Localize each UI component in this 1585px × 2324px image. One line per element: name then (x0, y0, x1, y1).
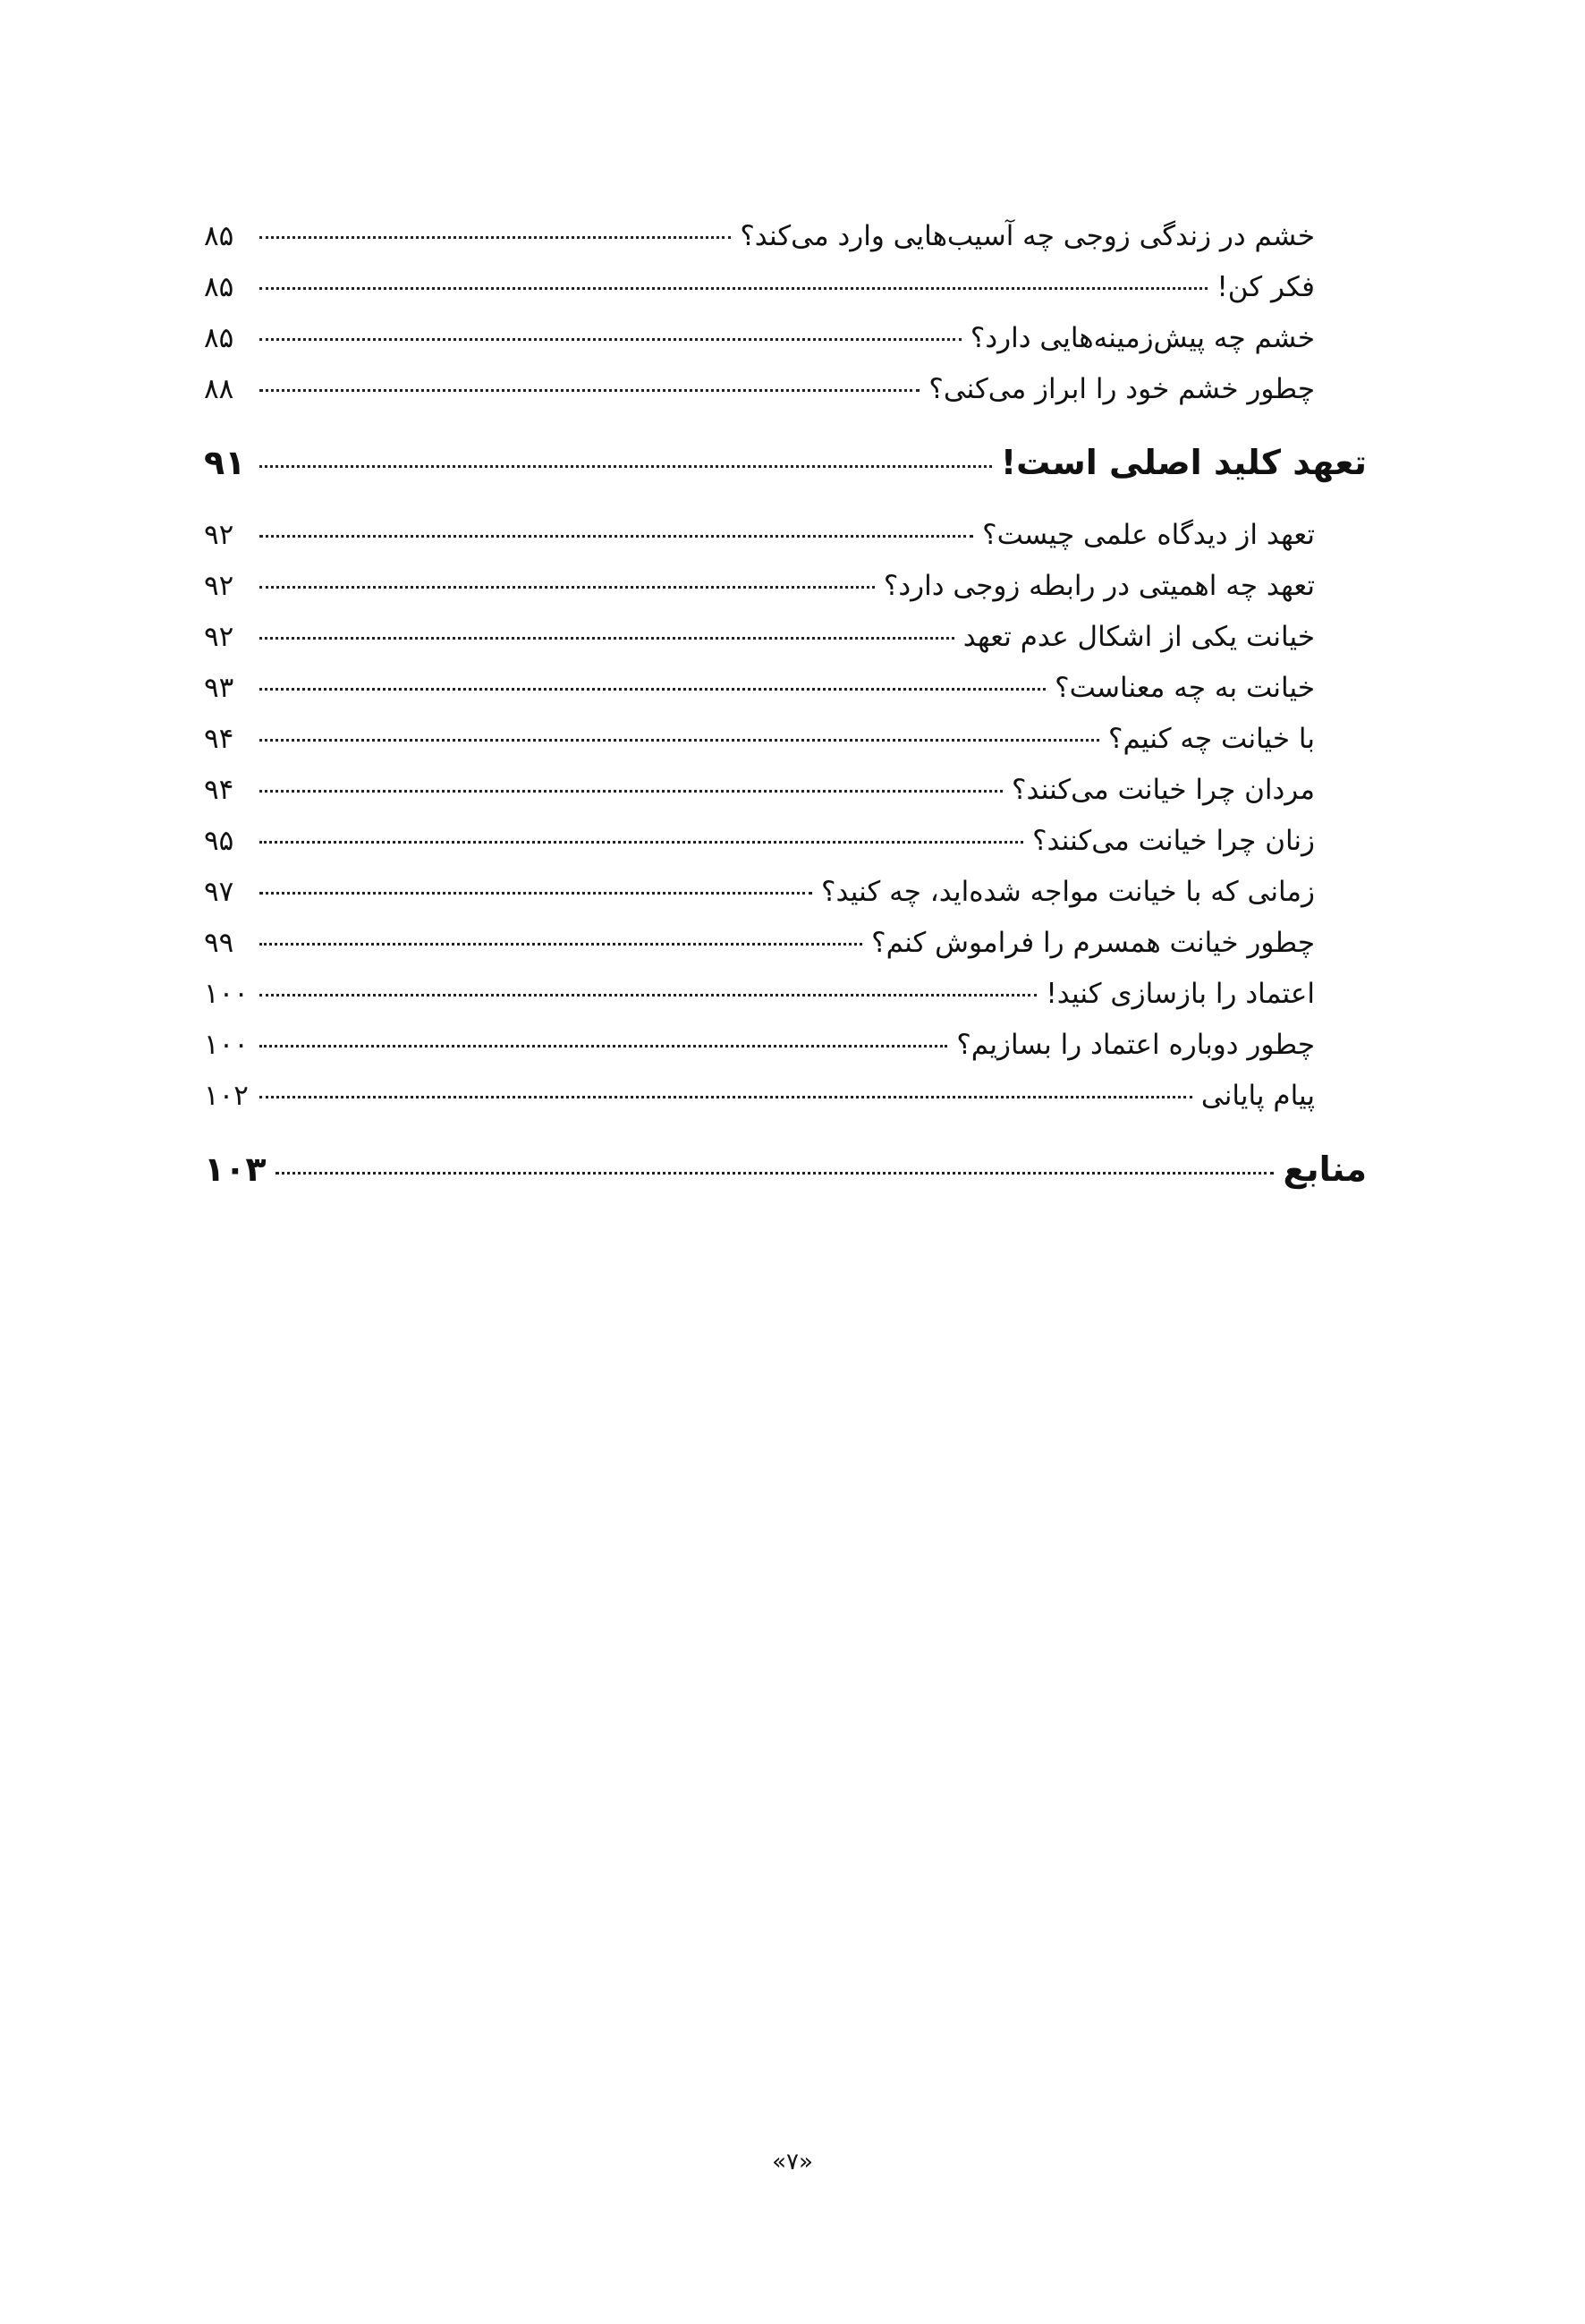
toc-entry-page: ۱۰۰ (204, 1029, 249, 1061)
dot-leader (259, 338, 962, 341)
toc-entry-title: خیانت به چه معناست؟ (1055, 672, 1315, 704)
toc-entry-title: زنان چرا خیانت می‌کنند؟ (1032, 825, 1315, 857)
toc-chapter-commitment[interactable] (204, 428, 1367, 497)
page-number: «۷» (772, 2149, 813, 2176)
dot-leader (259, 637, 954, 640)
toc-entry[interactable] (204, 969, 1367, 1020)
dot-leader (259, 994, 1037, 997)
dot-leader (259, 535, 973, 538)
toc-entry-page: ۸۸ (204, 373, 234, 405)
dot-leader (259, 841, 1023, 844)
toc-entry-title: چطور خشم خود را ابراز می‌کنی؟ (928, 373, 1315, 405)
toc-entry-page: ۹۳ (204, 672, 234, 704)
toc-entry-page: ۹۲ (204, 570, 234, 602)
toc-entry-title: پیام پایانی (1200, 1080, 1315, 1112)
toc-chapter-title: منابع (1283, 1149, 1367, 1189)
toc-entry[interactable] (204, 867, 1367, 918)
toc-entry-title: تعهد چه اهمیتی در رابطه زوجی دارد؟ (883, 570, 1315, 602)
toc-entry-title: با خیانت چه کنیم؟ (1107, 723, 1315, 755)
toc-entry[interactable] (204, 918, 1367, 969)
toc-entry[interactable] (204, 510, 1367, 561)
toc-entry[interactable] (204, 364, 1367, 415)
toc-chapter-page: ۹۱ (204, 443, 246, 482)
dot-leader (259, 465, 992, 468)
toc-entry-page: ۸۵ (204, 322, 234, 354)
dot-leader (275, 1172, 1275, 1175)
toc-entry[interactable] (204, 612, 1367, 663)
toc-entry-page: ۸۵ (204, 220, 234, 252)
toc-chapter-title: تعهد کلید اصلی است! (1000, 443, 1367, 482)
toc-chapter-sources[interactable] (204, 1134, 1367, 1204)
toc-entry-page: ۹۵ (204, 825, 234, 857)
dot-leader (259, 586, 875, 589)
toc-entry-title: تعهد از دیدگاه علمی چیست؟ (982, 519, 1315, 551)
toc-entry[interactable] (204, 816, 1367, 867)
toc-entry[interactable] (204, 1020, 1367, 1071)
toc-entry-page: ۹۲ (204, 519, 234, 551)
dot-leader (259, 1045, 947, 1047)
toc-entry-title: چطور خیانت همسرم را فراموش کنم؟ (871, 927, 1315, 959)
toc-entry-title: فکر کن! (1216, 271, 1315, 303)
toc-entry-page: ۹۴ (204, 774, 234, 806)
toc-entry-page: ۹۹ (204, 927, 234, 959)
toc-entry-page: ۱۰۰ (204, 978, 249, 1010)
table-of-contents (204, 211, 1367, 1204)
toc-entry-title: اعتماد را بازسازی کنید! (1046, 978, 1315, 1010)
toc-entry-page: ۹۷ (204, 876, 234, 908)
toc-entry[interactable] (204, 765, 1367, 816)
toc-entry-title: خیانت یکی از اشکال عدم تعهد (962, 621, 1315, 653)
dot-leader (259, 287, 1208, 290)
toc-entry[interactable] (204, 561, 1367, 612)
toc-entry-title: مردان چرا خیانت می‌کنند؟ (1011, 774, 1315, 806)
toc-entry-title: خشم چه پیش‌زمینه‌هایی دارد؟ (970, 322, 1315, 354)
dot-leader (259, 236, 731, 239)
toc-chapter-page: ۱۰۳ (204, 1149, 267, 1189)
toc-entry-page: ۹۴ (204, 723, 234, 755)
dot-leader (259, 943, 862, 946)
dot-leader (259, 1096, 1192, 1098)
toc-entry-page: ۹۲ (204, 621, 234, 653)
toc-entry-page: ۸۵ (204, 271, 234, 303)
toc-entry[interactable] (204, 714, 1367, 765)
toc-entry-title: زمانی که با خیانت مواجه شده‌اید، چه کنید؟ (821, 876, 1315, 908)
toc-entry-page: ۱۰۲ (204, 1080, 249, 1112)
toc-entry[interactable] (204, 1071, 1367, 1122)
dot-leader (259, 892, 812, 895)
toc-entry[interactable] (204, 211, 1367, 262)
dot-leader (259, 790, 1003, 793)
dot-leader (259, 688, 1046, 691)
toc-entry[interactable] (204, 262, 1367, 313)
dot-leader (259, 389, 920, 392)
toc-entry[interactable] (204, 663, 1367, 714)
toc-entry[interactable] (204, 313, 1367, 364)
dot-leader (259, 739, 1099, 742)
toc-entry-title: خشم در زندگی زوجی چه آسیب‌هایی وارد می‌کند؟ (740, 220, 1315, 252)
toc-entry-title: چطور دوباره اعتماد را بسازیم؟ (956, 1029, 1315, 1061)
